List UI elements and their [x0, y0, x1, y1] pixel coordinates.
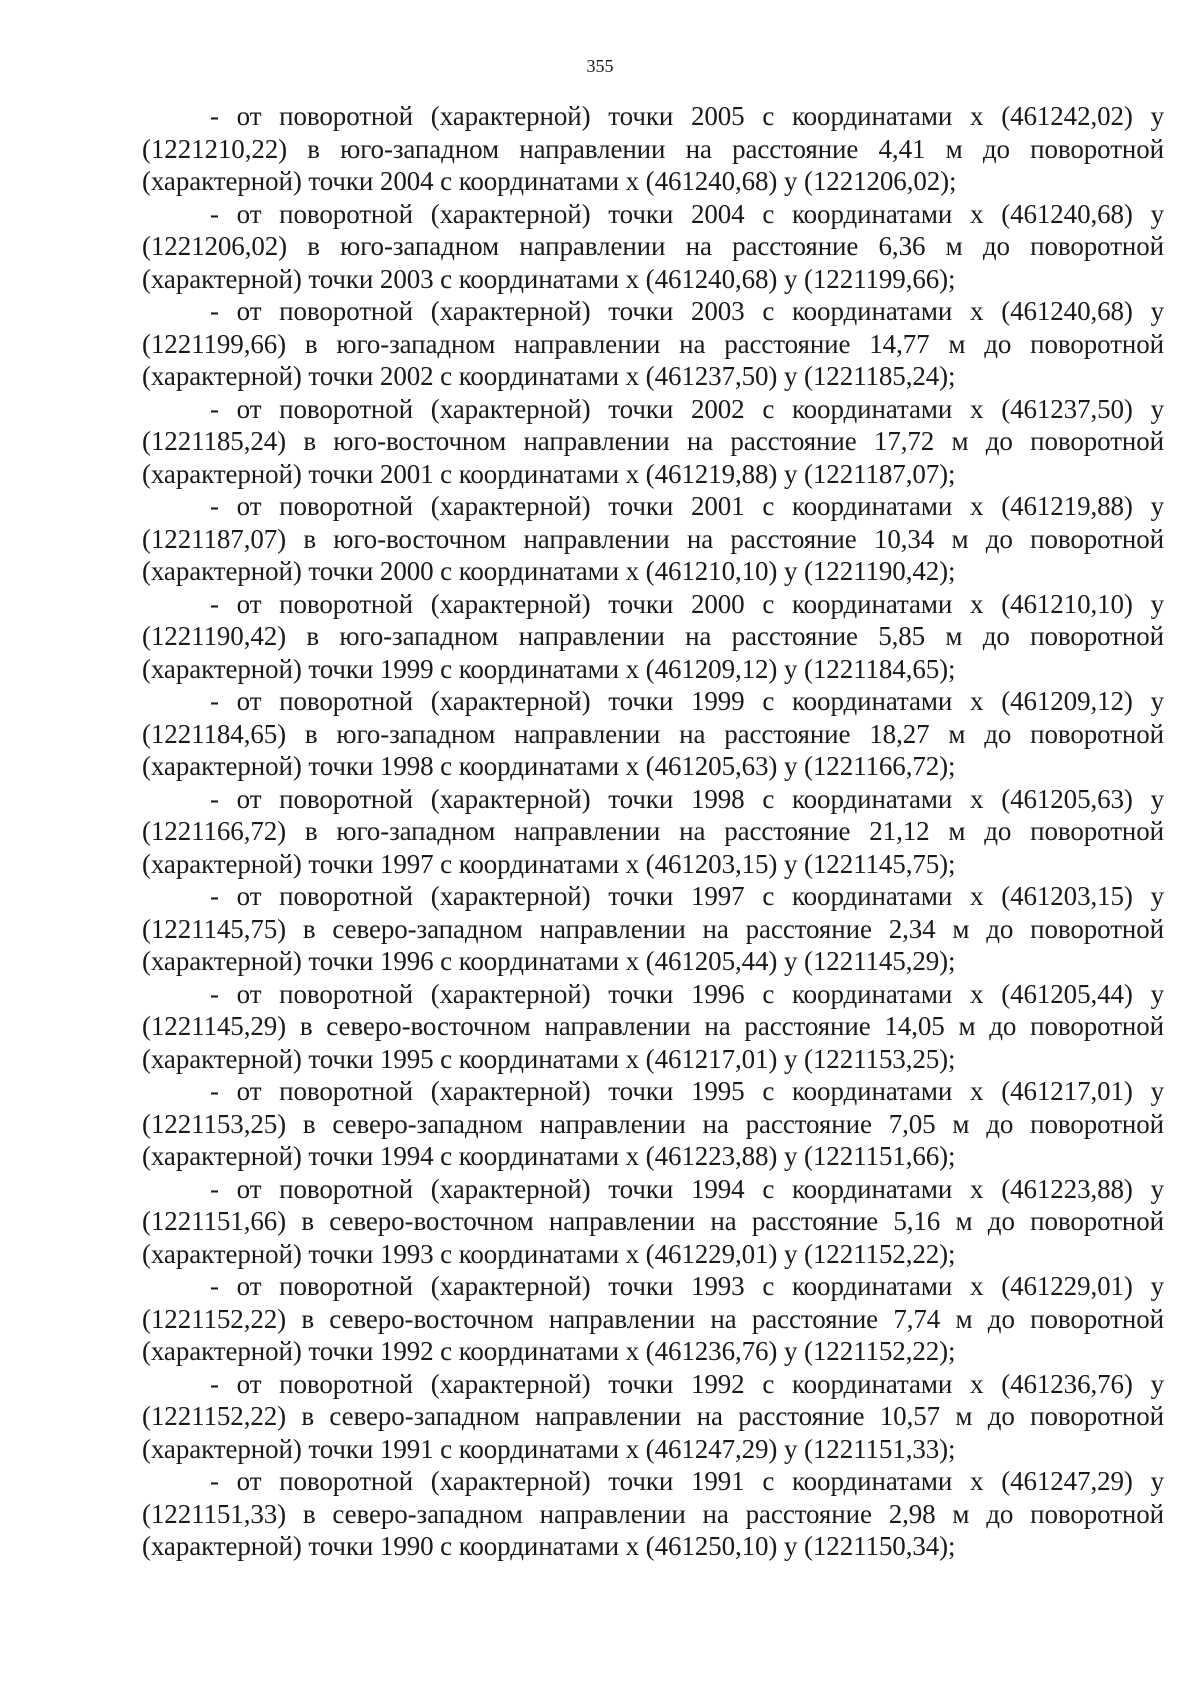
page-number: 355 [586, 56, 614, 76]
boundary-segment-1995-1994: - от поворотной (характерной) точки 1995 с координатами x (461217,01) y (1221153,25) в северо-западном направлении на расстояние 7,05 м до поворотной (характерной) точки 1994 с координатами x (461223,88) y (1221151,66); [142, 1076, 1164, 1171]
boundary-segment-1996-1995: - от поворотной (характерной) точки 1996 с координатами x (461205,44) y (1221145,29) в северо-восточном направлении на расстояние 14,05 м до поворотной (характерной) точки 1995 с координатами x (461217,01) y (1221153,25); [142, 978, 1164, 1074]
boundary-segment-2000-1999: - от поворотной (характерной) точки 2000 с координатами x (461210,10) y (1221190,42) в юго-западном направлении на расстояние 5,85 м до поворотной (характерной) точки 1999 с координатами x (461209,12) y (1221184,65); [142, 588, 1164, 684]
boundary-segment-1993-1992: - от поворотной (характерной) точки 1993 с координатами x (461229,01) y (1221152,22) в северо-восточном направлении на расстояние 7,74 м до поворотной (характерной) точки 1992 с координатами x (461236,76) y (1221152,22); [142, 1271, 1164, 1366]
boundary-segment-1998-1997: - от поворотной (характерной) точки 1998 с координатами x (461205,63) y (1221166,72) в юго-западном направлении на расстояние 21,12 м до поворотной (характерной) точки 1997 с координатами x (461203,15) y (1221145,75); [142, 783, 1164, 879]
boundary-segment-2004-2003: - от поворотной (характерной) точки 2004 с координатами x (461240,68) y (1221206,02) в юго-западном направлении на расстояние 6,36 м до поворотной (характерной) точки 2003 с координатами x (461240,68) y (1221199,66); [142, 198, 1164, 294]
boundary-segment-1992-1991: - от поворотной (характерной) точки 1992 с координатами x (461236,76) y (1221152,22) в северо-западном направлении на расстояние 10,57 м до поворотной (характерной) точки 1991 с координатами x (461247,29) y (1221151,33); [142, 1368, 1164, 1464]
boundary-segment-1999-1998: - от поворотной (характерной) точки 1999 с координатами x (461209,12) y (1221184,65) в юго-западном направлении на расстояние 18,27 м до поворотной (характерной) точки 1998 с координатами x (461205,63) y (1221166,72); [142, 686, 1164, 781]
boundary-segment-1994-1993: - от поворотной (характерной) точки 1994 с координатами x (461223,88) y (1221151,66) в северо-восточном направлении на расстояние 5,16 м до поворотной (характерной) точки 1993 с координатами x (461229,01) y (1221152,22); [142, 1173, 1164, 1269]
boundary-segment-2003-2002: - от поворотной (характерной) точки 2003 с координатами x (461240,68) y (1221199,66) в юго-западном направлении на расстояние 14,77 м до поворотной (характерной) точки 2002 с координатами x (461237,50) y (1221185,24); [142, 296, 1164, 391]
boundary-segment-2001-2000: - от поворотной (характерной) точки 2001 с координатами x (461219,88) y (1221187,07) в юго-восточном направлении на расстояние 10,34 м до поворотной (характерной) точки 2000 с координатами x (461210,10) y (1221190,42); [142, 491, 1164, 586]
boundary-segment-2002-2001: - от поворотной (характерной) точки 2002 с координатами x (461237,50) y (1221185,24) в юго-восточном направлении на расстояние 17,72 м до поворотной (характерной) точки 2001 с координатами x (461219,88) y (1221187,07); [142, 393, 1164, 489]
boundary-segment-2005-2004: - от поворотной (характерной) точки 2005 с координатами x (461242,02) y (1221210,22) в юго-западном направлении на расстояние 4,41 м до поворотной (характерной) точки 2004 с координатами x (461240,68) y (1221206,02); [142, 101, 1164, 196]
document-body [142, 100, 1164, 1563]
boundary-segment-1997-1996: - от поворотной (характерной) точки 1997 с координатами x (461203,15) y (1221145,75) в северо-западном направлении на расстояние 2,34 м до поворотной (характерной) точки 1996 с координатами x (461205,44) y (1221145,29); [142, 881, 1164, 976]
boundary-segment-1991-1990: - от поворотной (характерной) точки 1991 с координатами x (461247,29) y (1221151,33) в северо-западном направлении на расстояние 2,98 м до поворотной (характерной) точки 1990 с координатами x (461250,10) y (1221150,34); [142, 1466, 1164, 1561]
